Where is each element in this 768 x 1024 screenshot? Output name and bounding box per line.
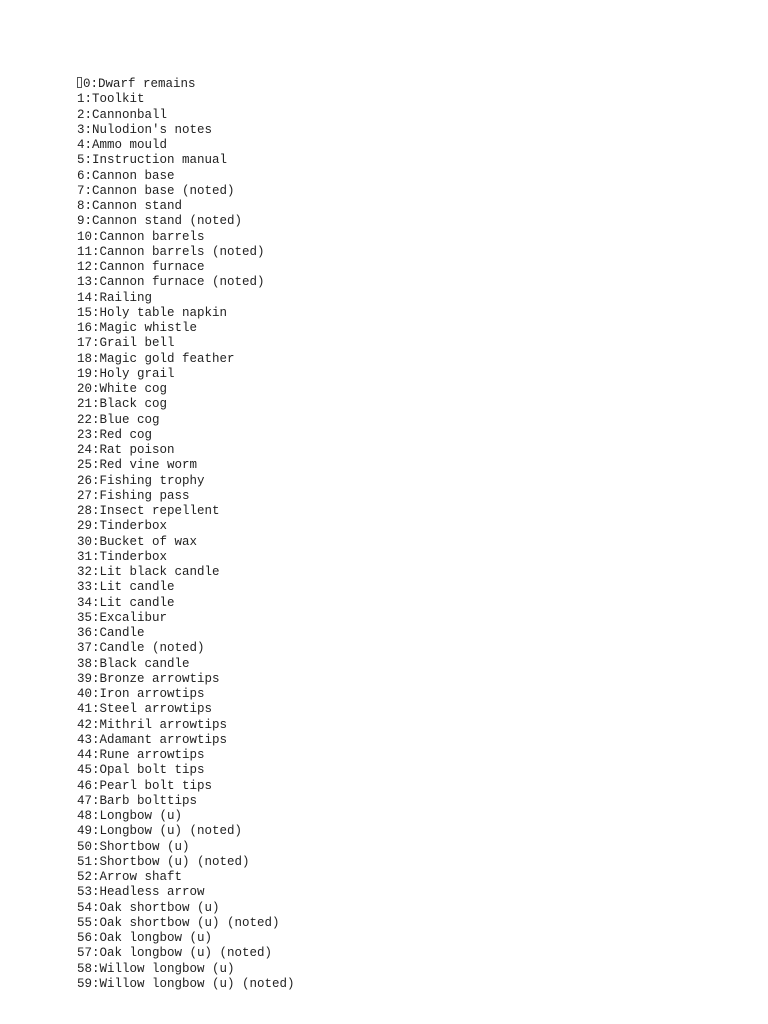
item-text: 15:Holy table napkin bbox=[77, 305, 228, 320]
item-text: 46:Pearl bolt tips bbox=[77, 778, 213, 793]
item-text: 38:Black candle bbox=[77, 656, 190, 671]
item-text: 34:Lit candle bbox=[77, 595, 175, 610]
list-item bbox=[77, 946, 295, 961]
list-item bbox=[77, 382, 295, 397]
list-item bbox=[77, 733, 295, 748]
item-text: 43:Adamant arrowtips bbox=[77, 732, 228, 747]
item-text: 26:Fishing trophy bbox=[77, 473, 205, 488]
list-item bbox=[77, 138, 295, 153]
list-item bbox=[77, 397, 295, 412]
item-text: 45:Opal bolt tips bbox=[77, 763, 205, 778]
list-item bbox=[77, 199, 295, 214]
list-item bbox=[77, 245, 295, 260]
list-item bbox=[77, 611, 295, 626]
item-text: 2:Cannonball bbox=[77, 107, 168, 122]
list-item bbox=[77, 184, 295, 199]
list-item bbox=[77, 275, 295, 290]
item-text: 52:Arrow shaft bbox=[77, 870, 183, 884]
list-item bbox=[77, 931, 295, 946]
list-item bbox=[77, 763, 295, 778]
list-item bbox=[77, 901, 295, 916]
list-item bbox=[77, 153, 295, 168]
item-text: 10:Cannon barrels bbox=[77, 229, 205, 244]
item-text: 57:Oak longbow (u) (noted) bbox=[77, 946, 273, 961]
item-text: 18:Magic gold feather bbox=[77, 351, 235, 366]
list-item bbox=[77, 519, 295, 534]
list-item bbox=[77, 824, 295, 839]
list-item bbox=[77, 92, 295, 107]
item-text: 58:Willow longbow (u) bbox=[77, 961, 235, 976]
item-list bbox=[77, 77, 295, 992]
list-item bbox=[77, 962, 295, 977]
item-text: 37:Candle (noted) bbox=[77, 641, 205, 656]
list-item bbox=[77, 474, 295, 489]
list-item bbox=[77, 657, 295, 672]
list-item bbox=[77, 428, 295, 443]
list-item bbox=[77, 596, 295, 611]
list-item bbox=[77, 718, 295, 733]
item-text: 31:Tinderbox bbox=[77, 549, 168, 564]
item-text: 12:Cannon furnace bbox=[77, 260, 205, 274]
item-text: 48:Longbow (u) bbox=[77, 809, 183, 823]
list-item bbox=[77, 77, 295, 92]
item-text: 8:Cannon stand bbox=[77, 199, 183, 213]
item-text: 24:Rat poison bbox=[77, 443, 175, 457]
item-text: 0:Dwarf remains bbox=[83, 77, 196, 91]
item-text: 16:Magic whistle bbox=[77, 321, 198, 335]
item-text: 20:White cog bbox=[77, 382, 168, 396]
list-item bbox=[77, 291, 295, 306]
item-text: 5:Instruction manual bbox=[77, 153, 228, 168]
item-text: 42:Mithril arrowtips bbox=[77, 717, 228, 732]
list-item bbox=[77, 108, 295, 123]
list-item bbox=[77, 977, 295, 992]
list-item bbox=[77, 870, 295, 885]
item-text: 59:Willow longbow (u) (noted) bbox=[77, 976, 295, 991]
item-text: 1:Toolkit bbox=[77, 92, 145, 107]
list-item bbox=[77, 169, 295, 184]
list-item bbox=[77, 443, 295, 458]
item-text: 27:Fishing pass bbox=[77, 488, 190, 503]
item-text: 3:Nulodion's notes bbox=[77, 122, 213, 137]
item-text: 50:Shortbow (u) bbox=[77, 839, 190, 854]
item-text: 35:Excalibur bbox=[77, 610, 168, 625]
item-text: 11:Cannon barrels (noted) bbox=[77, 244, 265, 259]
list-item bbox=[77, 352, 295, 367]
list-item bbox=[77, 458, 295, 473]
list-item bbox=[77, 916, 295, 931]
item-text: 30:Bucket of wax bbox=[77, 534, 198, 549]
item-text: 17:Grail bell bbox=[77, 336, 175, 351]
item-text: 36:Candle bbox=[77, 626, 145, 640]
item-text: 49:Longbow (u) (noted) bbox=[77, 824, 243, 839]
item-text: 4:Ammo mould bbox=[77, 138, 168, 152]
item-text: 44:Rune arrowtips bbox=[77, 748, 205, 762]
item-text: 47:Barb bolttips bbox=[77, 793, 198, 808]
list-item bbox=[77, 413, 295, 428]
list-item bbox=[77, 794, 295, 809]
list-item bbox=[77, 626, 295, 641]
item-text: 21:Black cog bbox=[77, 397, 168, 412]
item-text: 28:Insect repellent bbox=[77, 504, 220, 518]
list-item bbox=[77, 230, 295, 245]
item-text: 29:Tinderbox bbox=[77, 519, 168, 534]
item-text: 32:Lit black candle bbox=[77, 565, 220, 579]
item-text: 7:Cannon base (noted) bbox=[77, 183, 235, 198]
list-item bbox=[77, 809, 295, 824]
item-text: 39:Bronze arrowtips bbox=[77, 671, 220, 686]
list-item bbox=[77, 885, 295, 900]
item-text: 40:Iron arrowtips bbox=[77, 687, 205, 701]
item-text: 53:Headless arrow bbox=[77, 885, 205, 900]
list-item bbox=[77, 336, 295, 351]
list-item bbox=[77, 779, 295, 794]
list-item bbox=[77, 565, 295, 580]
list-item bbox=[77, 855, 295, 870]
list-item bbox=[77, 550, 295, 565]
missing-glyph-icon bbox=[77, 77, 82, 88]
list-item bbox=[77, 702, 295, 717]
item-text: 25:Red vine worm bbox=[77, 458, 198, 473]
list-item bbox=[77, 214, 295, 229]
list-item bbox=[77, 687, 295, 702]
item-text: 19:Holy grail bbox=[77, 366, 175, 381]
list-item bbox=[77, 306, 295, 321]
item-text: 22:Blue cog bbox=[77, 412, 160, 427]
list-item bbox=[77, 840, 295, 855]
list-item bbox=[77, 580, 295, 595]
list-item bbox=[77, 367, 295, 382]
list-item bbox=[77, 321, 295, 336]
list-item bbox=[77, 123, 295, 138]
list-item bbox=[77, 535, 295, 550]
list-item bbox=[77, 504, 295, 519]
item-text: 9:Cannon stand (noted) bbox=[77, 214, 243, 229]
item-text: 6:Cannon base bbox=[77, 168, 175, 183]
item-text: 51:Shortbow (u) (noted) bbox=[77, 854, 250, 869]
item-text: 14:Railing bbox=[77, 290, 153, 305]
list-item bbox=[77, 672, 295, 687]
item-text: 13:Cannon furnace (noted) bbox=[77, 275, 265, 290]
item-text: 23:Red cog bbox=[77, 427, 153, 442]
list-item bbox=[77, 260, 295, 275]
list-item bbox=[77, 748, 295, 763]
item-text: 55:Oak shortbow (u) (noted) bbox=[77, 915, 280, 930]
list-item bbox=[77, 641, 295, 656]
item-text: 33:Lit candle bbox=[77, 580, 175, 595]
item-text: 54:Oak shortbow (u) bbox=[77, 900, 220, 915]
item-text: 41:Steel arrowtips bbox=[77, 702, 213, 717]
list-item bbox=[77, 489, 295, 504]
item-text: 56:Oak longbow (u) bbox=[77, 931, 213, 945]
